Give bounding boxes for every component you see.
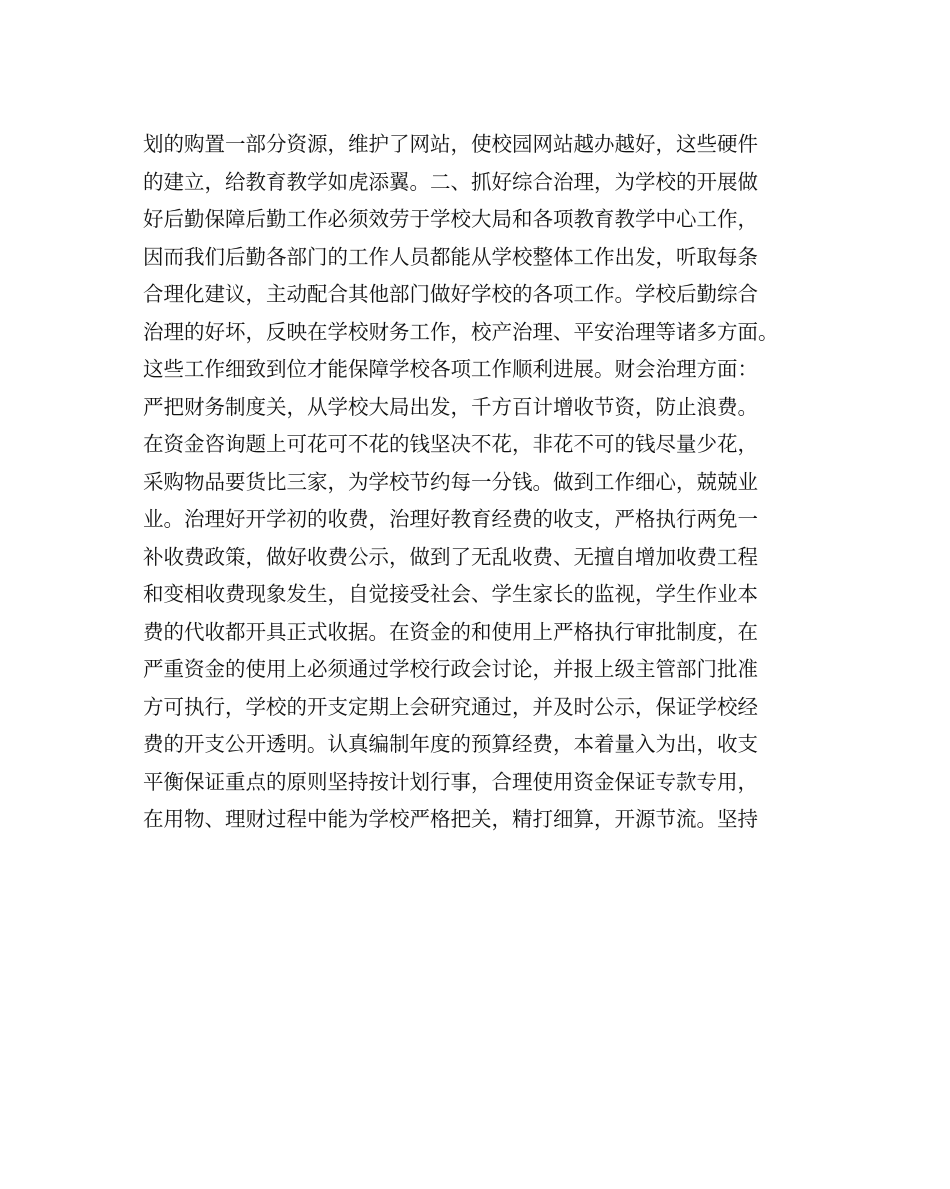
text-line: 的建立，给教育教学如虎添翼。二、抓好综合治理，为学校的开展做 [143, 169, 758, 194]
body-text [143, 126, 823, 839]
text-line: 严把财务制度关，从学校大局出发，千方百计增收节资，防止浪费。 [143, 394, 758, 419]
text-line: 好后勤保障后勤工作必须效劳于学校大局和各项教育教学中心工作， [143, 207, 758, 231]
text-line: 费的开支公开透明。认真编制年度的预算经费，本着量入为出，收支 [143, 732, 758, 756]
text-line: 采购物品要货比三家，为学校节约每一分钱。做到工作细心，兢兢业 [143, 469, 758, 494]
text-line: 方可执行，学校的开支定期上会研究通过，并及时公示，保证学校经 [143, 694, 758, 719]
text-line: 划的购置一部分资源，维护了网站，使校园网站越办越好，这些硬件 [143, 132, 758, 156]
text-line: 合理化建议，主动配合其他部门做好学校的各项工作。学校后勤综合 [143, 282, 758, 306]
text-line: 平衡保证重点的原则坚持按计划行事，合理使用资金保证专款专用， [143, 769, 758, 794]
text-line: 治理的好坏，反映在学校财务工作，校产治理、平安治理等诸多方面。 [143, 319, 779, 344]
text-line: 费的代收都开具正式收据。在资金的和使用上严格执行审批制度，在 [143, 619, 758, 644]
text-line: 这些工作细致到位才能保障学校各项工作顺利进展。财会治理方面： [143, 357, 758, 381]
text-line: 业。治理好开学初的收费，治理好教育经费的收支，严格执行两免一 [143, 507, 758, 531]
text-line: 补收费政策，做好收费公示，做到了无乱收费、无擅自增加收费工程 [143, 544, 758, 569]
text-line: 因而我们后勤各部门的工作人员都能从学校整体工作出发，听取每条 [143, 244, 758, 269]
text-line: 在用物、理财过程中能为学校严格把关，精打细算，开源节流。坚持 [143, 807, 758, 831]
text-line: 严重资金的使用上必须通过学校行政会讨论，并报上级主管部门批准 [143, 657, 758, 681]
text-line: 在资金咨询题上可花可不花的钱坚决不花，非花不可的钱尽量少花， [143, 432, 758, 456]
text-line: 和变相收费现象发生，自觉接受社会、学生家长的监视，学生作业本 [143, 582, 758, 606]
